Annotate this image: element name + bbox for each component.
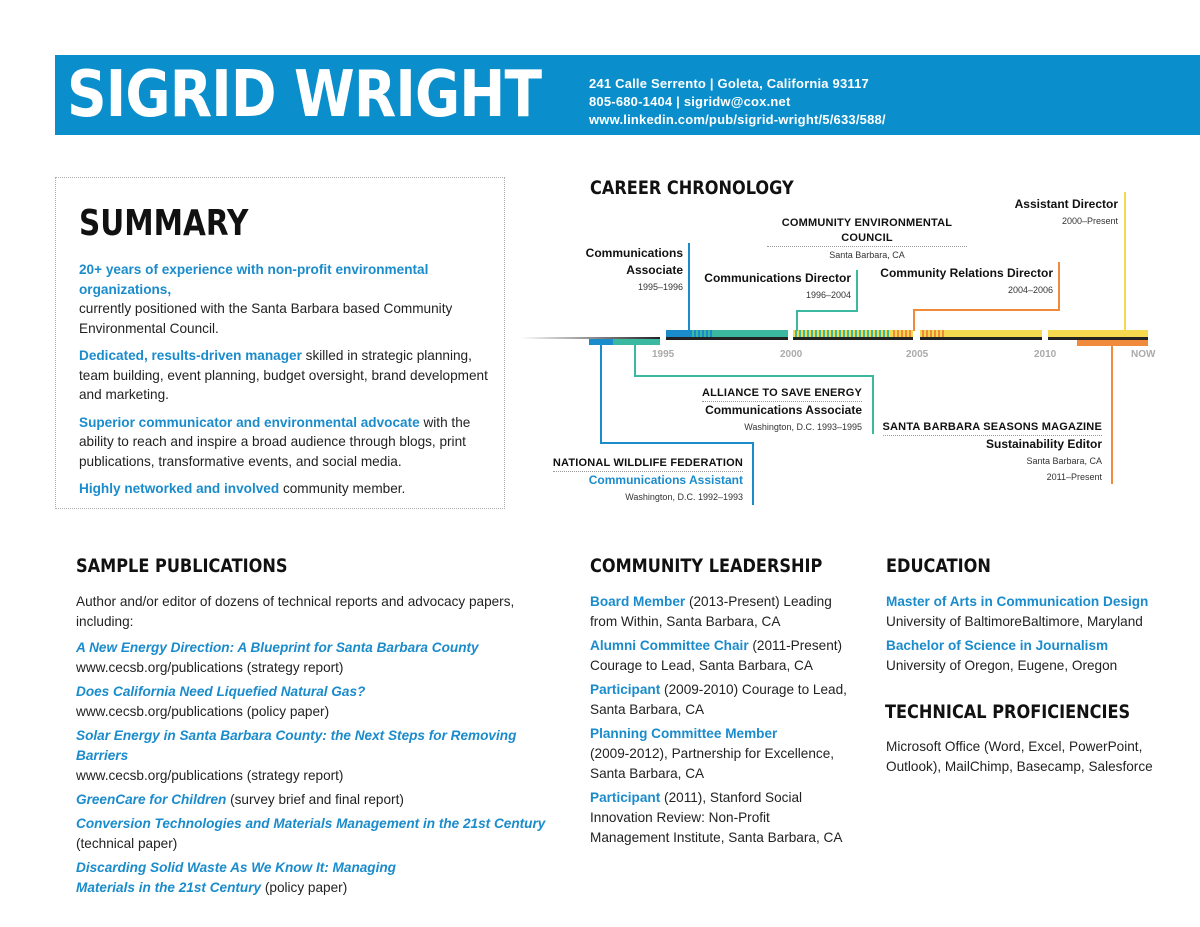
- label-sbs: [883, 419, 1103, 485]
- label-ase: [702, 385, 862, 435]
- publication-note: www.cecsb.org/publications (strategy report): [76, 660, 344, 675]
- leadership-item: [590, 724, 852, 784]
- contact-info: [589, 75, 886, 129]
- connector-comm-rel-h: [913, 309, 1060, 311]
- label-nwf: [553, 455, 743, 505]
- connector-nwf-v2: [752, 442, 754, 505]
- header-banner: [55, 55, 1200, 135]
- connector-nwf-h: [600, 442, 754, 444]
- bar-transition: [690, 330, 714, 337]
- bar-comm-rel-2: [920, 330, 944, 337]
- connector-comm-rel: [1058, 262, 1060, 310]
- role-title: Communications: [585, 246, 683, 260]
- axis-gap: [788, 328, 793, 341]
- role-title: Assistant Director: [1014, 197, 1118, 211]
- education-item: [886, 592, 1186, 632]
- summary-paragraph: [79, 479, 489, 499]
- leadership-role: Alumni Committee Chair: [590, 638, 749, 653]
- timeline-axis: [666, 337, 1148, 340]
- axis-label-2005: 2005: [906, 349, 929, 360]
- leadership-title: COMMUNITY LEADERSHIP: [590, 555, 823, 577]
- role-title: Communications Associate: [705, 403, 862, 417]
- leadership-text: (2013-Present) Leading from Within, Santa Barbara, CA: [590, 594, 832, 629]
- education-list: [886, 592, 1186, 680]
- label-comm-rel: [880, 265, 1053, 298]
- role-title: Community Relations Director: [880, 266, 1053, 280]
- leadership-role: Participant: [590, 790, 661, 805]
- axis-label-2010: 2010: [1034, 349, 1057, 360]
- bar-comm-dir: [714, 330, 788, 337]
- org-location: Santa Barbara, CA: [829, 250, 905, 260]
- publications-list: [76, 592, 546, 902]
- leadership-text: (2011), Stanford Social Innovation Review: Non-Profit Management Institute, Santa Barbara, CA: [590, 790, 843, 845]
- label-comm-dir: [704, 270, 851, 303]
- role-title: Associate: [626, 263, 683, 277]
- school: University of Oregon, Eugene, Oregon: [886, 658, 1118, 673]
- role-title: Sustainability Editor: [985, 437, 1102, 451]
- candidate-name: SIGRID WRIGHT: [67, 58, 542, 132]
- leadership-text: (2009-2010) Courage to Lead, Santa Barbara, CA: [590, 682, 847, 717]
- summary-title: SUMMARY: [79, 203, 249, 244]
- publication-title[interactable]: GreenCare for Children: [76, 792, 227, 807]
- publication-title[interactable]: A New Energy Direction: A Blueprint for Santa Barbara County: [76, 640, 479, 655]
- summary-text: community member.: [279, 481, 406, 496]
- label-asst-dir: [1015, 196, 1118, 229]
- axis-label-now: NOW: [1131, 349, 1156, 360]
- degree: Master of Arts in Communication Design: [886, 594, 1149, 609]
- bar-comm-dir-asst: [793, 330, 891, 337]
- bar-asst-dir: [944, 330, 1042, 337]
- summary-text: skilled in strategic planning, team building, event planning, budget oversight, brand development and marketing.: [79, 348, 488, 402]
- leadership-item: [590, 636, 852, 676]
- role-location: Santa Barbara, CA: [1026, 456, 1102, 466]
- role-dates: 1995–1996: [637, 282, 683, 292]
- summary-paragraph: [79, 346, 489, 405]
- leadership-text: (2011-Present) Courage to Lead, Santa Barbara, CA: [590, 638, 843, 673]
- summary-paragraph: [79, 413, 489, 472]
- career-chronology-title: CAREER CHRONOLOGY: [590, 177, 794, 199]
- address: 241 Calle Serrento | Goleta, California 93117: [589, 76, 869, 91]
- connector-ase-h: [634, 375, 874, 377]
- publication-title[interactable]: Conversion Technologies and Materials Management in the 21st Century: [76, 816, 546, 831]
- connector-comm-dir-h: [796, 310, 858, 312]
- leadership-role: Participant: [590, 682, 661, 697]
- publication-item: [76, 638, 546, 678]
- org-name: ALLIANCE TO SAVE ENERGY: [702, 386, 862, 402]
- connector-comm-rel-v2: [913, 309, 915, 331]
- degree: Bachelor of Science in Journalism: [886, 638, 1109, 653]
- publication-note: (policy paper): [261, 880, 348, 895]
- publications-intro: Author and/or editor of dozens of technical reports and advocacy papers, including:: [76, 594, 515, 629]
- role-dates: 2000–Present: [1061, 216, 1118, 226]
- org-name: NATIONAL WILDLIFE FEDERATION: [553, 456, 743, 472]
- publication-item: [76, 682, 546, 722]
- org-name: SANTA BARBARA SEASONS MAGAZINE: [883, 420, 1103, 436]
- leadership-item: [590, 788, 852, 848]
- summary-highlight: Highly networked and involved: [79, 481, 280, 496]
- publication-note: www.cecsb.org/publications (policy paper): [76, 704, 330, 719]
- role-dates: 2011–Present: [1046, 472, 1102, 482]
- summary-highlight: Dedicated, results-driven manager: [79, 348, 302, 363]
- publication-title[interactable]: Discarding Solid Waste As We Know It: Managing Materials in the 21st Century: [76, 860, 396, 895]
- education-item: [886, 636, 1186, 676]
- axis-label-2000: 2000: [780, 349, 803, 360]
- publication-title[interactable]: Does California Need Liquefied Natural Gas?: [76, 684, 366, 699]
- role-dates: 1996–2004: [805, 290, 851, 300]
- summary-box: [55, 177, 505, 509]
- bar-comm-assoc: [666, 330, 690, 337]
- bar-asst-dir-2: [1048, 330, 1148, 337]
- publication-note: (survey brief and final report): [226, 792, 404, 807]
- publication-item: [76, 814, 546, 854]
- connector-comm-dir: [856, 270, 858, 312]
- leadership-item: [590, 680, 852, 720]
- leadership-role: Board Member: [590, 594, 686, 609]
- leadership-text: (2009-2012), Partnership for Excellence, Santa Barbara, CA: [590, 746, 835, 781]
- connector-nwf: [600, 345, 602, 443]
- axis-gap: [660, 328, 666, 341]
- leadership-item: [590, 592, 852, 632]
- summary-highlight: 20+ years of experience with non-profit environmental organizations,: [79, 262, 429, 297]
- org-name: COMMUNITY ENVIRONMENTAL COUNCIL: [767, 216, 967, 247]
- axis-label-1995: 1995: [652, 349, 675, 360]
- publication-note: www.cecsb.org/publications (strategy report): [76, 768, 344, 783]
- connector-comm-assoc: [688, 243, 690, 331]
- summary-text: with the ability to reach and inspire a broad audience through blogs, print publications, transformative events, and social media.: [79, 414, 471, 469]
- leadership-role: Planning Committee Member: [590, 726, 778, 741]
- publication-item: [76, 790, 546, 810]
- summary-text: currently positioned with the Santa Barbara based Community Environmental Council.: [79, 301, 453, 336]
- bar-ase: [613, 339, 660, 345]
- role-title: Communications Assistant: [588, 473, 743, 487]
- role-dates: 2004–2006: [1007, 285, 1053, 295]
- connector-ase-v2: [872, 375, 874, 434]
- bar-comm-rel: [891, 330, 913, 337]
- summary-highlight: Superior communicator and environmental advocate: [79, 414, 420, 430]
- publication-item: [76, 726, 546, 786]
- education-title: EDUCATION: [886, 555, 991, 577]
- summary-paragraphs: [79, 260, 489, 507]
- label-cec: [767, 216, 967, 263]
- technical-text: Microsoft Office (Word, Excel, PowerPoint, Outlook), MailChimp, Basecamp, Salesforce: [886, 739, 1153, 774]
- linkedin-link[interactable]: www.linkedin.com/pub/sigrid-wright/5/633/588/: [589, 112, 886, 127]
- connector-sbs: [1111, 346, 1113, 484]
- school: University of BaltimoreBaltimore, Maryland: [886, 614, 1143, 629]
- leadership-list: [590, 592, 852, 852]
- publication-note: (technical paper): [76, 836, 178, 851]
- publications-title: SAMPLE PUBLICATIONS: [76, 555, 288, 577]
- role-details: Washington, D.C. 1993–1995: [744, 422, 862, 432]
- axis-gap: [1042, 328, 1048, 341]
- connector-asst-dir: [1124, 192, 1126, 330]
- summary-paragraph: [79, 260, 489, 338]
- publication-item: [76, 858, 446, 898]
- publication-title[interactable]: Solar Energy in Santa Barbara County: the Next Steps for Removing Barriers: [76, 728, 517, 763]
- label-comm-assoc: [586, 245, 683, 295]
- role-title: Communications Director: [704, 271, 851, 285]
- connector-comm-dir-v2: [796, 310, 798, 331]
- role-details: Washington, D.C. 1992–1993: [625, 492, 743, 502]
- technical-title: TECHNICAL PROFICIENCIES: [885, 701, 1131, 723]
- connector-ase: [634, 345, 636, 377]
- phone-email: 805-680-1404 | sigridw@cox.net: [589, 94, 791, 109]
